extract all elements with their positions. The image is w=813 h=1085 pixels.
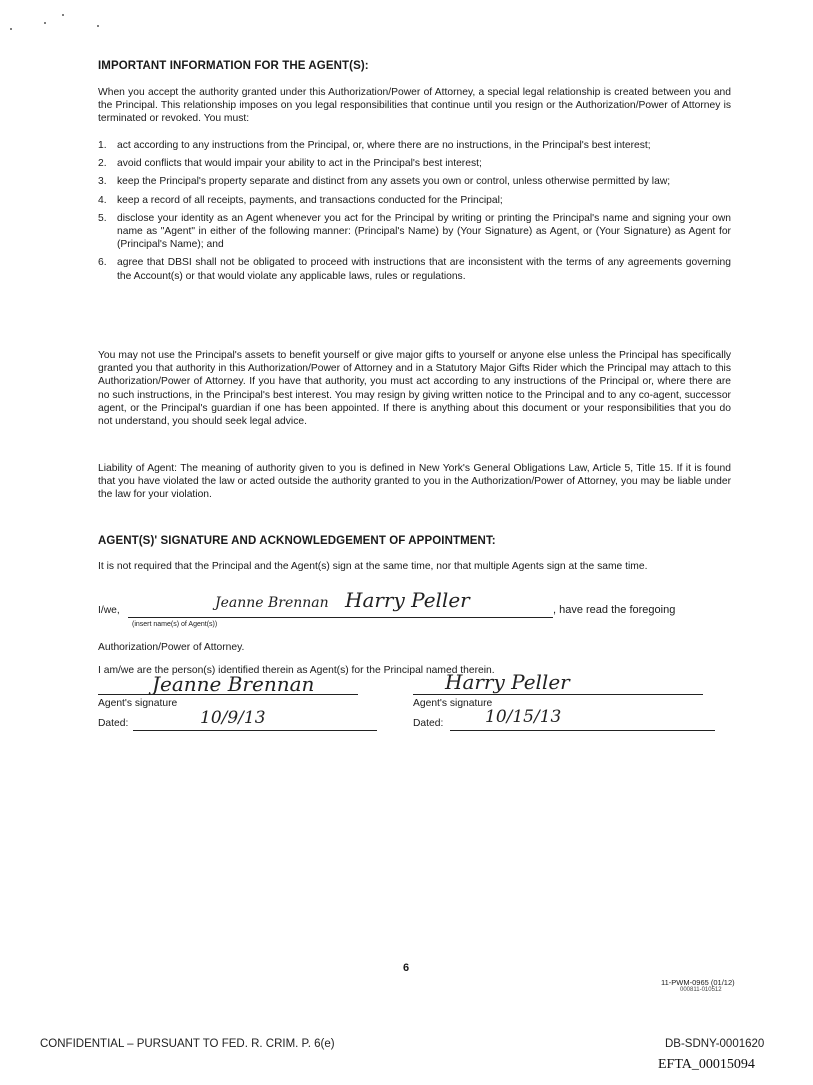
timing-paragraph: It is not required that the Principal and the Agent(s) sign at the same time, nor that multiple Agents sign at the same time. [98, 561, 648, 572]
bates-number: DB-SDNY-0001620 [665, 1038, 765, 1050]
section-heading-signature: AGENT(S)' SIGNATURE AND ACKNOWLEDGEMENT OF APPOINTMENT: [98, 535, 496, 547]
efta-number: EFTA_00015094 [658, 1057, 755, 1072]
scan-speck [10, 28, 12, 30]
date-line-2 [450, 730, 715, 731]
iwe-label: I/we, [98, 605, 120, 616]
scan-speck [44, 22, 46, 24]
date-line-1 [133, 730, 377, 731]
agent-signature-2: Harry Peller [445, 670, 570, 694]
read-foregoing-text: , have read the foregoing [553, 604, 676, 616]
confidential-notice: CONFIDENTIAL – PURSUANT TO FED. R. CRIM. P. 6(e) [40, 1038, 335, 1050]
agent-names-line [128, 617, 553, 618]
insert-names-caption: (insert name(s) of Agent(s)) [132, 621, 218, 628]
handwritten-date-1: 10/9/13 [200, 708, 266, 728]
dated-label-1: Dated: [98, 718, 129, 729]
scan-speck [97, 25, 99, 27]
section-heading-important-info: IMPORTANT INFORMATION FOR THE AGENT(S): [98, 60, 369, 72]
scan-speck [62, 14, 64, 16]
handwritten-date-2: 10/15/13 [485, 707, 562, 727]
handwritten-name-1: Jeanne Brennan [215, 595, 329, 611]
gifts-paragraph: You may not use the Principal's assets to benefit yourself or give major gifts to yourself or anyone else unless the Principal has specifically granted you that authority in this Authorization/Power of Attorney and in a Statutory Major Gifts Rider which the Principal may attach to this Authorization/Power of Attorney. If you have that authority, you must act according to any instructions of the Principal or, where there are no such instructions, in the Principal's best interest. You may resign by giving written notice to the Principal and to any co-agent, successor agent, or the Principal's guardian if one has been appointed. If there is anything about this document or your responsibilities that you do not understand, you should seek legal advice. [98, 350, 731, 428]
agent-signature-label-2: Agent's signature [413, 698, 493, 709]
list-item: 3. keep the Principal's property separate and distinct from any assets you own or control, unless otherwise permitted by law; [98, 176, 671, 188]
responsibilities-list [98, 139, 731, 288]
list-item: 1. act according to any instructions from the Principal, or, where there are no instructions, in the Principal's best interest; [98, 140, 651, 151]
list-item: 6. agree that DBSI shall not be obligated to proceed with instructions that are inconsistent with the terms of any agreements governing the Account(s) or that would violate any applicable laws, rules or regulations. [98, 257, 731, 282]
page-number: 6 [403, 962, 410, 974]
list-item: 4. keep a record of all receipts, payments, and transactions conducted for the Principal; [98, 194, 503, 206]
form-code: 11-PWM-0965 (01/12) [661, 978, 735, 987]
agent-signature-1: Jeanne Brennan [152, 672, 315, 696]
list-item: 5. disclose your identity as an Agent whenever you act for the Principal by writing or printing the Principal's name and signing your own name as "Agent" in either of the following manner: (Principal's Name) by (Your Signature) as Agent, or (Your Signature) as Agent for (Principal's Name); and [98, 212, 731, 251]
list-item: 2. avoid conflicts that would impair your ability to act in the Principal's best interest; [98, 158, 482, 170]
identified-line: I am/we are the person(s) identified therein as Agent(s) for the Principal named therein. [98, 665, 495, 676]
signature-line-2 [413, 694, 703, 695]
signature-line-1 [98, 694, 358, 695]
liability-paragraph: Liability of Agent: The meaning of authority given to you is defined in New York's General Obligations Law, Article 5, Title 15. If it is found that you have violated the law or acted outside the authority granted to you in the Authorization/Power of Attorney, you may be liable under the law for your violation. [98, 463, 731, 501]
authorization-line: Authorization/Power of Attorney. [98, 642, 245, 653]
dated-label-2: Dated: [413, 718, 444, 729]
agent-signature-label-1: Agent's signature [98, 698, 178, 709]
intro-paragraph: When you accept the authority granted under this Authorization/Power of Attorney, a special legal relationship is created between you and the Principal. This relationship imposes on you legal responsibilities that continue until you resign or the Authorization/Power of Attorney is terminated or revoked. You must: [98, 87, 731, 125]
handwritten-name-2: Harry Peller [345, 588, 470, 612]
form-code-secondary: 000811-010512 [680, 987, 722, 993]
